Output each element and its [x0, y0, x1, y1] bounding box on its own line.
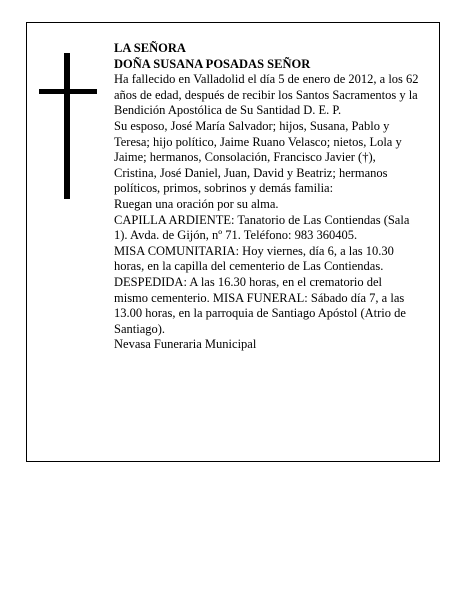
notice-paragraph-funeral-home: Nevasa Funeraria Municipal	[114, 337, 257, 352]
notice-paragraph-death: Ha fallecido en Valladolid el día 5 de enero de 2012, a los 62 años de edad, después de recibir los Santos Sacramentos y la Bendición Apostólica de Su Santidad D. E. P.	[114, 72, 419, 118]
notice-title-name: DOÑA SUSANA POSADAS SEÑOR	[114, 56, 311, 71]
notice-paragraph-farewell: DESPEDIDA: A las 16.30 horas, en el crematorio del mismo cementerio. MISA FUNERAL: Sábado día 7, a las 13.00 horas, en la parroquia de Santiago Apóstol (Atrio de Santiago).	[114, 274, 406, 336]
cross-horizontal-bar	[39, 89, 97, 94]
notice-paragraph-chapel: CAPILLA ARDIENTE: Tanatorio de Las Contiendas (Sala 1). Avda. de Gijón, nº 71. Teléfono: 983 360405.	[114, 212, 410, 243]
notice-content	[114, 41, 419, 353]
cross-vertical-bar	[64, 53, 70, 199]
notice-paragraph-family: Su esposo, José María Salvador; hijos, Susana, Pablo y Teresa; hijo político, Jaime Ruano Velasco; nietos, Lola y Jaime; hermanos, Consolación, Francisco Javier (†), Cristina, José Daniel, Juan, David y Beatriz; hermanos políticos, primos, sobrinos y demás familia:	[114, 118, 402, 196]
notice-title-line1: LA SEÑORA	[114, 41, 186, 55]
obituary-notice	[26, 22, 440, 462]
latin-cross-icon	[39, 53, 97, 199]
notice-paragraph-mass: MISA COMUNITARIA: Hoy viernes, día 6, a las 10.30 horas, en la capilla del cementerio de Las Contiendas.	[114, 243, 394, 274]
notice-paragraph-prayer: Ruegan una oración por su alma.	[114, 196, 279, 211]
